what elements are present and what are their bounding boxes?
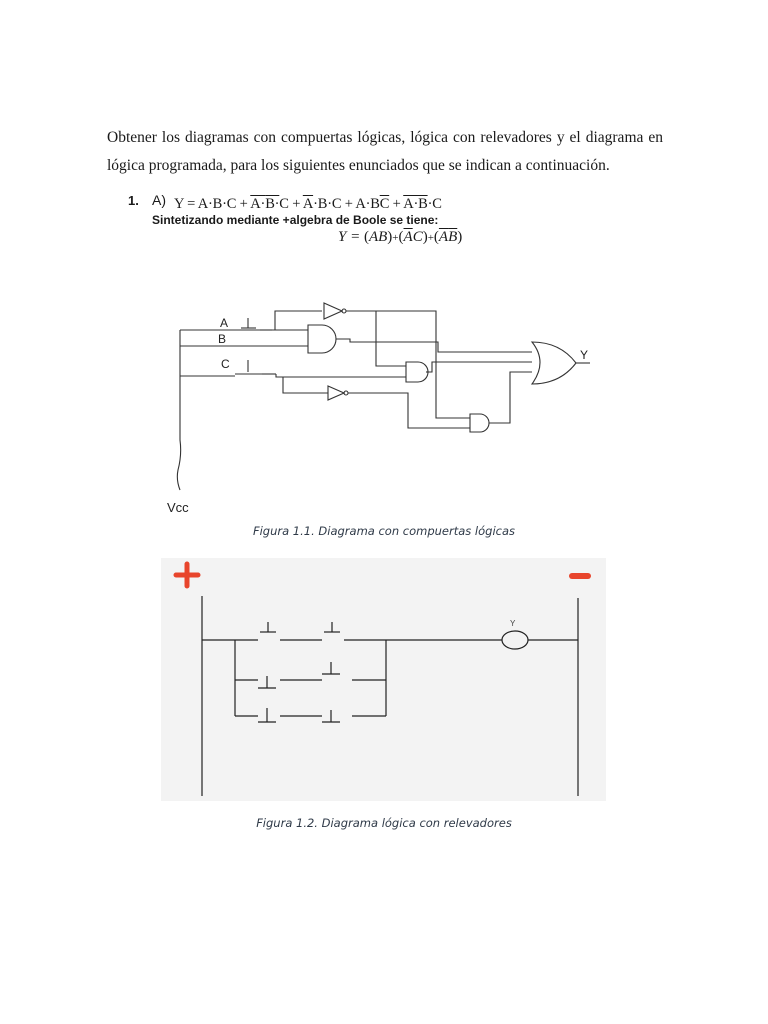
expr-term-4: $A\cdot B\overline{C}$ xyxy=(355,196,390,212)
item-number: 1. xyxy=(128,193,139,208)
output-label-y: Y xyxy=(580,348,589,362)
expr-lhs: Y = xyxy=(174,196,198,212)
simplified-expression: $Y = (AB)+(\overline{A}C)+(\overline{A}\overline{B})$ xyxy=(338,229,463,245)
expr-op: + xyxy=(341,196,356,212)
simple-term-2: $\overline{A}$ xyxy=(403,229,413,245)
item-letter: A) xyxy=(152,192,166,208)
expr-op: + xyxy=(236,196,251,212)
synthesis-text: Sintetizando mediante +algebra de Boole se tiene: xyxy=(152,213,439,227)
input-label-c: C xyxy=(221,357,230,371)
expr-term-3: $\overline{A}\cdot B\cdot C$ xyxy=(302,196,342,212)
coil-label-y: Y xyxy=(510,619,516,628)
figure-1-caption: Figura 1.1. Diagrama con compuertas lógicas xyxy=(252,524,516,538)
expr-term-5: A·B·C xyxy=(403,196,442,212)
figure-2-caption: Figura 1.2. Diagrama lógica con relevadores xyxy=(256,816,512,830)
simple-term-1: AB xyxy=(368,229,388,245)
intro-line-2: lógica programada, para los siguientes enunciados que se indican a continuación. xyxy=(107,157,610,174)
expr-term-1: A·B·C xyxy=(197,196,237,212)
input-label-a: A xyxy=(220,316,229,330)
output-coil-y xyxy=(502,631,528,649)
contact-rung3-a xyxy=(258,708,276,722)
input-label-b: B xyxy=(218,332,227,346)
simple-lhs: Y = xyxy=(338,229,364,245)
intro-line-1: Obtener los diagramas con compuertas lógicas, lógica con relevadores y el diagrama en xyxy=(107,129,663,146)
expr-op: + xyxy=(389,196,404,212)
contact-rung1-b xyxy=(324,622,340,632)
contact-rung1-a xyxy=(260,622,276,632)
expr-term-2: A·B·C xyxy=(250,196,289,212)
contact-rung3-b xyxy=(322,710,340,722)
simple-term-3: $\overline{A}$ xyxy=(438,229,449,245)
contact-rung2-a xyxy=(258,676,276,688)
vcc-label: Vcc xyxy=(167,500,189,515)
expr-op: + xyxy=(288,196,303,212)
contact-rung2-b xyxy=(322,662,340,674)
